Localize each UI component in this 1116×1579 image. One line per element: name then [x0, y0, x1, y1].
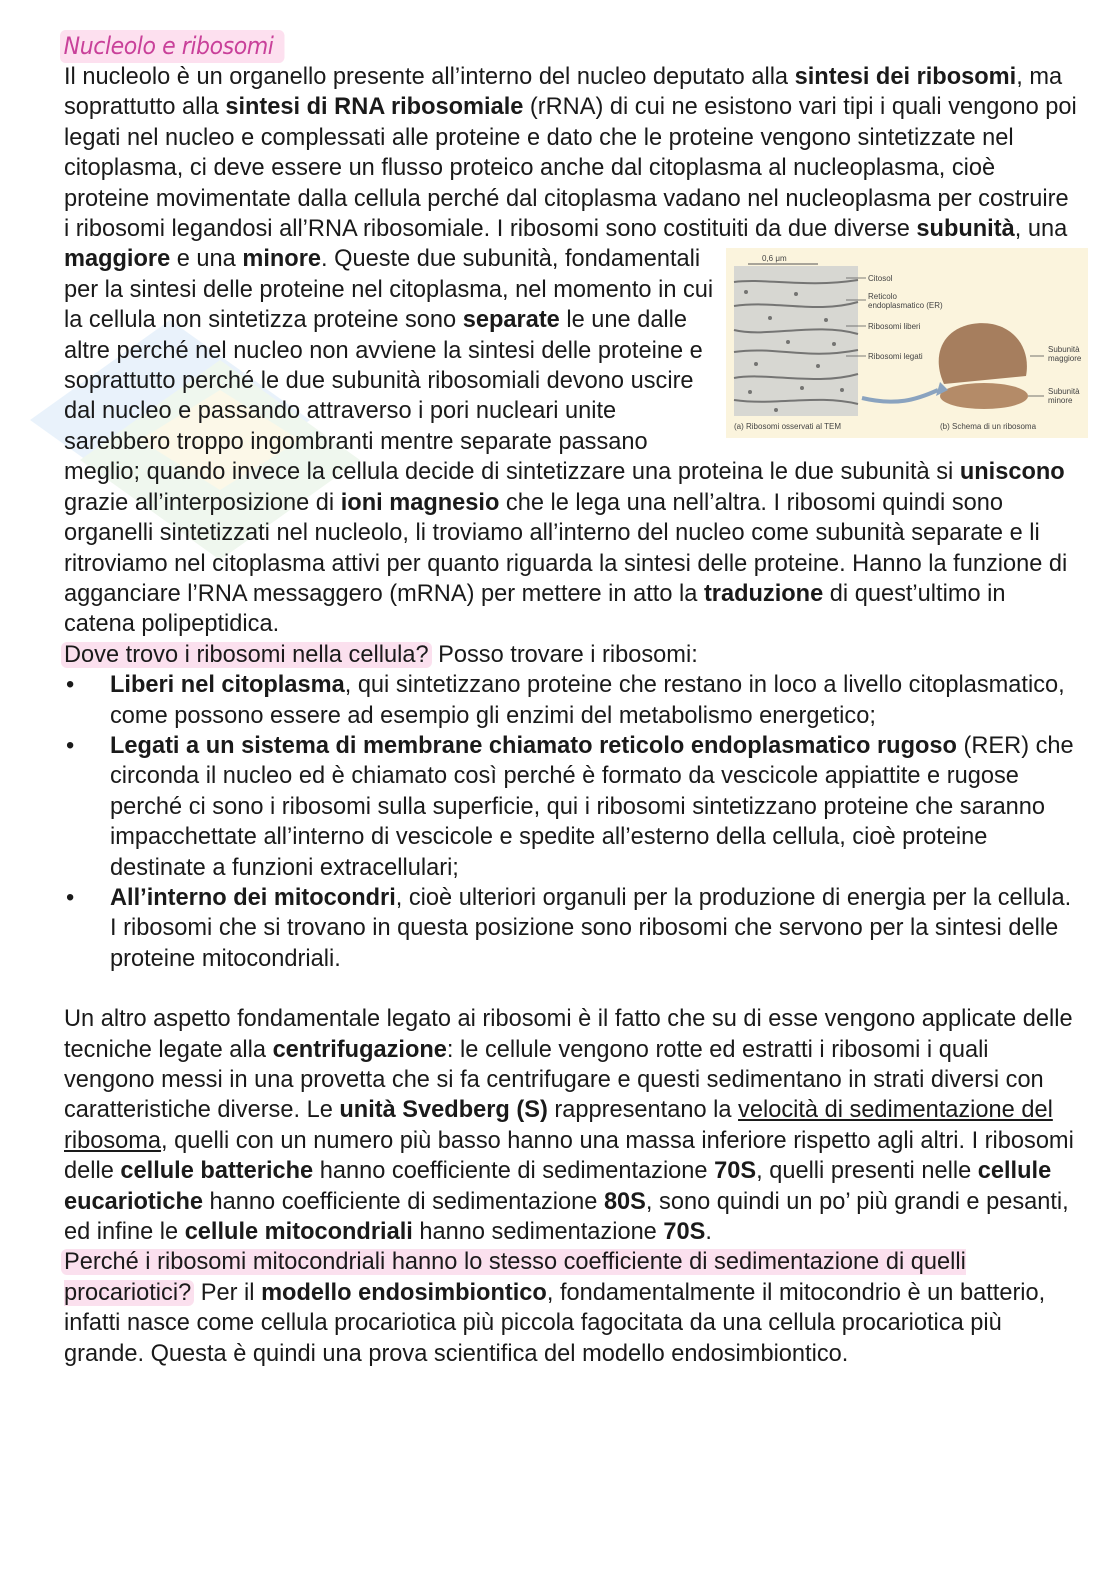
bullet-list — [64, 670, 1080, 974]
list-item: • Liberi nel citoplasma, qui sintetizzano proteine che restano in loco a livello citoplasmatico, come possono essere ad esempio gli enzimi del metabolismo energetico; — [66, 672, 1065, 729]
paragraph-nucleolo: Il nucleolo è un organello presente all’interno del nucleo deputato alla sintesi dei ribosomi, ma soprattutto alla sintesi di RNA ribosomiale (rRNA) di cui ne esistono vari tipi i quali vengono poi legati nel nucleo e complessati alle proteine e dato che le proteine vengono sintetizzate nel citoplasma, ci deve essere un flusso proteico anche dal citoplasma al nucleoplasma, cioè proteine movimentate dalla cellula perché dal citoplasma vadano nel nucleoplasma per costruire i ribosomi legandosi all’RNA ribosomiale. I ribosomi sono costituiti da due diverse subunità, una maggiore e una minore 0,6 μm Citosol Reticolo endoplasmatico (ER) Ribosomi liberi Ribosomi legati Subunità maggiore Subunità minore (a) Ribosomi osservati al TEM (b) Schema di un ribosoma . Queste due subunità, fondamentali per la sintesi delle proteine nel citoplasma, nel momento in cui la cellula non sintetizza proteine sono separate le une dalle altre perché nel nucleo non avviene la sintesi delle proteine e soprattutto perché le due subunità ribosomiali devono uscire dal nucleo e passando attraverso i pori nucleari unite sarebbero troppo ingombranti mentre separate passano meglio; quando invece la cellula decide di sintetizzare una proteina le due subunità si uniscono grazie all’interposizione di ioni magnesio che le lega una nell’altra. I ribosomi quindi sono organelli sintetizzati nel nucleolo, li troviamo all’interno del nucleo come subunità separate e li ritroviamo nel citoplasma attivi per quanto riguarda la sintesi delle proteine. Hanno la funzione di agganciare l’RNA messaggero (mRNA) per mettere in atto la traduzione di quest’ultimo in catena polipeptidica. — [64, 62, 1080, 640]
figure-label-maggiore-2: maggiore — [1048, 354, 1082, 364]
figure-label-minore-1: Subunità — [1048, 387, 1080, 397]
small-subunit-shape — [940, 383, 1028, 409]
paragraph-endosimbiontico: Perché i ribosomi mitocondriali hanno lo stesso coefficiente di sedimentazione di quelli procariotici? Per il modello endosimbiontico, fondamentalmente il mitocondrio è un batterio, infatti nasce come cellula procariotica più piccola fagocitata da una cellula procariotica più grande. Questa è quindi una prova scientifica del modello endosimbiontico. — [64, 1247, 1080, 1369]
figure-label-maggiore-1: Subunità — [1048, 345, 1080, 355]
figure-scale: 0,6 μm — [762, 254, 787, 264]
figure-label-legati: Ribosomi legati — [868, 352, 923, 362]
arrow-to-schema — [862, 390, 938, 402]
paragraph-centrifugazione: Un altro aspetto fondamentale legato ai ribosomi è il fatto che su di esse vengono applicate delle tecniche legate alla centrifugazione: le cellule vengono rotte ed estratti i ribosomi i quali vengono messi in una provetta che si fa centrifugare e questi sedimentano in strati diversi con caratteristiche diverse. Le unità Svedberg (S) rappresentano la velocità di sedimentazione del ribosoma, quelli con un numero più basso hanno una massa inferiore rispetto agli altri. I ribosomi delle cellule batteriche hanno coefficiente di sedimentazione 70S, quelli presenti nelle cellule eucariotiche hanno coefficiente di sedimentazione 80S, sono quindi un po’ più grandi e pesanti, ed infine le cellule mitocondriali hanno sedimentazione 70S. — [64, 1006, 1074, 1246]
figure-label-liberi: Ribosomi liberi — [868, 322, 921, 332]
figure-label-citosol: Citosol — [868, 274, 893, 284]
highlighted-question: Dove trovo i ribosomi nella cellula? — [61, 642, 432, 668]
bullet-dot: • — [66, 732, 75, 759]
figure-caption-b: (b) Schema di un ribosoma — [940, 422, 1037, 432]
list-item: • All’interno dei mitocondri, cioè ulteriori organuli per la produzione di energia per la cellula. I ribosomi che si trovano in questa posizione sono ribosomi che servono per la sintesi delle proteine mitocondriali. — [66, 884, 1072, 972]
section-title: Nucleolo e ribosomi — [60, 30, 285, 63]
large-subunit-shape — [939, 324, 1027, 385]
figure-label-er-1: Reticolo — [868, 292, 897, 302]
list-item: • Legati a un sistema di membrane chiamato reticolo endoplasmatico rugoso (RER) che circonda il nucleo ed è chiamato così perché è formato da vescicole appiattite e rugose perché ci sono i ribosomi sulla superficie, qui i ribosomi sintetizzano proteine che saranno impacchettate all’interno di vescicole e spedite all’esterno della cellula, cioè proteine destinate a funzioni extracellulari; — [66, 732, 1074, 881]
bullet-dot: • — [66, 672, 75, 699]
bullet-dot: • — [66, 884, 75, 911]
figure-label-minore-2: minore — [1048, 396, 1073, 406]
question-ribosome-location: Dove trovo i ribosomi nella cellula? Posso trovare i ribosomi: — [64, 640, 1080, 670]
document-page — [64, 30, 1080, 1369]
highlighted-question: Perché i ribosomi mitocondriali hanno lo stesso coefficiente di sedimentazione di quelli procariotici? — [61, 1249, 966, 1305]
ribosome-figure — [726, 248, 1088, 438]
figure-label-er-2: endoplasmatico (ER) — [868, 301, 943, 311]
figure-caption-a: (a) Ribosomi osservati al TEM — [734, 422, 841, 432]
